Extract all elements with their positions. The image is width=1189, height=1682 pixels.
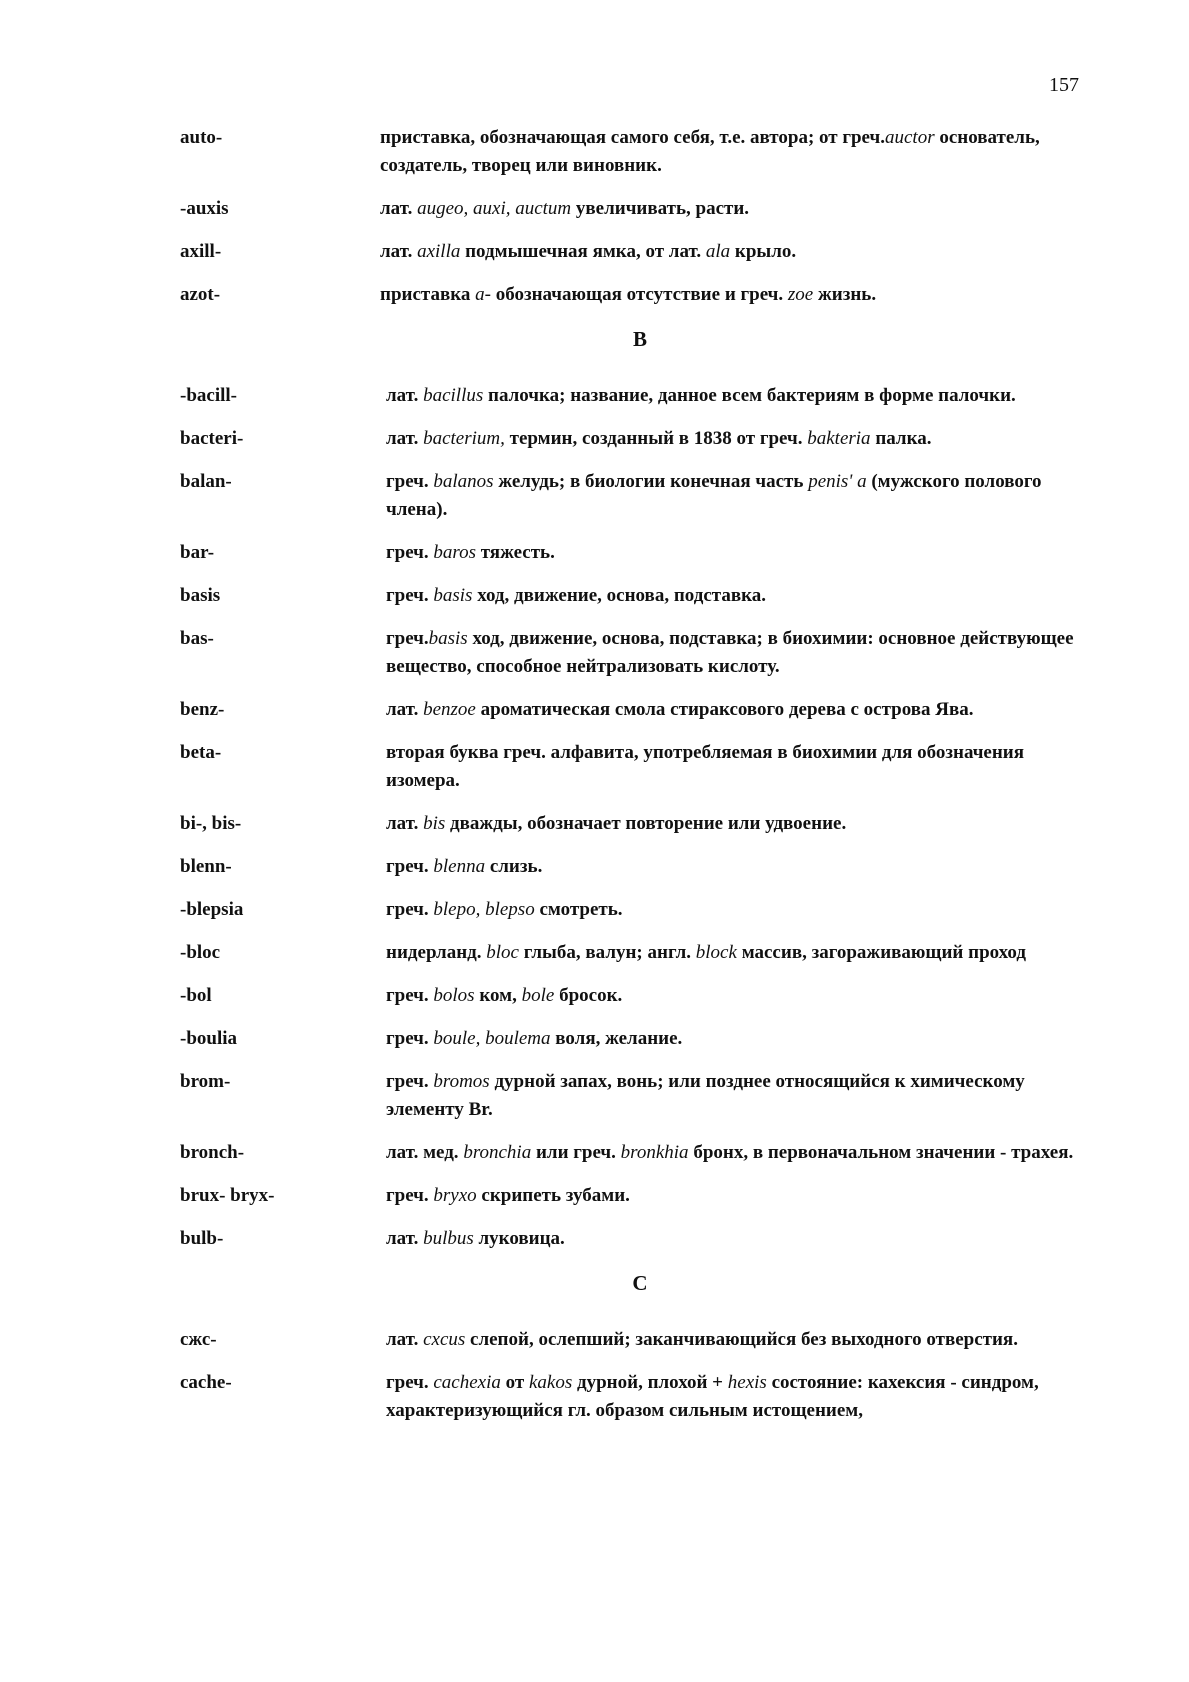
definition-text-part: смотреть.: [534, 899, 623, 920]
dictionary-entry: [180, 853, 1100, 881]
definition-text-part: слепой, ослепший; заканчивающийся без выходного отверстия.: [465, 1329, 1018, 1350]
entry-term: bas-: [180, 628, 214, 649]
definition-text-part: лат.: [386, 428, 424, 449]
definition-italic-part: bole: [521, 985, 555, 1006]
definition-italic-part: bloc: [486, 942, 519, 963]
definition-text-part: греч.: [386, 985, 434, 1006]
definition-text-part: греч.: [386, 542, 434, 563]
definition-text-part: греч.: [386, 1372, 434, 1393]
entry-definition: [380, 238, 1100, 266]
entry-definition: [380, 468, 1100, 524]
entry-definition: [380, 1025, 1100, 1053]
dictionary-entry: [180, 1225, 1100, 1253]
definition-italic-part: boule, boulema: [433, 1028, 551, 1049]
dictionary-entry: [180, 896, 1100, 924]
entry-term: beta-: [180, 742, 222, 763]
dictionary-entry: [180, 1139, 1100, 1167]
entry-definition: [380, 982, 1100, 1010]
definition-text-part: скрипеть зубами.: [476, 1185, 630, 1206]
entry-term: axill-: [180, 241, 222, 262]
definition-text-part: лат.: [386, 385, 424, 406]
definition-italic-part: a-: [475, 284, 491, 305]
dictionary-entry: [180, 1369, 1100, 1425]
entry-definition: [380, 281, 1100, 309]
dictionary-entry: [180, 739, 1100, 795]
entry-term: -auxis: [180, 198, 229, 219]
definition-italic-part: bronchia: [463, 1142, 532, 1163]
definition-text-part: слизь.: [485, 856, 543, 877]
definition-text-part: ход, движение, основа, подставка.: [472, 585, 766, 606]
entry-definition: [380, 425, 1100, 453]
definition-text-part: ароматическая смола стираксового дерева с острова Ява.: [475, 699, 974, 720]
definition-italic-part: bis: [423, 813, 446, 834]
definition-text-part: греч.: [386, 899, 434, 920]
definition-italic-part: bulbus: [423, 1228, 474, 1249]
definition-italic-part: augeo, auxi, auctum: [417, 198, 572, 219]
definition-text-part: бронх, в первоначальном значении - трахея.: [688, 1142, 1074, 1163]
entry-term: blenn-: [180, 856, 232, 877]
definition-text-part: греч.: [386, 1028, 434, 1049]
entry-term: cache-: [180, 1372, 232, 1393]
definition-italic-part: baros: [433, 542, 476, 563]
entry-definition: [380, 696, 1100, 724]
entry-term: balan-: [180, 471, 232, 492]
definition-text-part: бросок.: [554, 985, 623, 1006]
definition-text-part: массив, загораживающий проход: [736, 942, 1027, 963]
entry-term: сжс-: [180, 1329, 217, 1350]
entry-definition: [380, 382, 1100, 410]
dictionary-entry: [180, 625, 1100, 681]
definition-text-part: приставка: [380, 284, 476, 305]
dictionary-entry: [180, 696, 1100, 724]
dictionary-entry: [180, 982, 1100, 1010]
entry-definition: [380, 539, 1100, 567]
definition-italic-part: bakteria: [807, 428, 871, 449]
definition-text-part: желудь; в биологии конечная часть: [493, 471, 809, 492]
entry-definition: [380, 1326, 1100, 1354]
dictionary-entry: [180, 810, 1100, 838]
entry-definition: [380, 195, 1100, 223]
entry-definition: [380, 810, 1100, 838]
dictionary-entries: [180, 124, 1100, 1440]
entry-definition: [380, 853, 1100, 881]
dictionary-entry: [180, 1182, 1100, 1210]
definition-italic-part: basis: [433, 585, 473, 606]
definition-italic-part: cachexia: [433, 1372, 501, 1393]
definition-italic-part: blenna: [433, 856, 486, 877]
entry-definition: [380, 625, 1100, 681]
definition-text-part: лат. мед.: [386, 1142, 464, 1163]
definition-italic-part: kakos: [528, 1372, 573, 1393]
definition-italic-part: bolos: [433, 985, 475, 1006]
definition-text-part: термин, созданный в 1838 от греч.: [504, 428, 808, 449]
definition-italic-part: bacillus: [423, 385, 484, 406]
definition-italic-part: bromos: [433, 1071, 490, 1092]
definition-text-part: подмышечная ямка, от лат.: [460, 241, 706, 262]
entry-term: basis: [180, 585, 221, 606]
dictionary-entry: [180, 582, 1100, 610]
entry-term: bacteri-: [180, 428, 244, 449]
definition-text-part: палочка; название, данное всем бактериям в форме палочки.: [483, 385, 1016, 406]
section-letter: B: [632, 327, 647, 351]
definition-text-part: или греч.: [531, 1142, 621, 1163]
definition-text-part: вторая буква греч. алфавита, употребляемая в биохимии для обозначения изомера.: [386, 742, 1025, 791]
definition-text-part: основатель, создатель, творец или виновник.: [380, 127, 1040, 176]
definition-text-part: от: [500, 1372, 529, 1393]
section-letter: C: [632, 1271, 648, 1295]
dictionary-entry: [180, 468, 1100, 524]
definition-italic-part: basis: [428, 628, 468, 649]
definition-italic-part: balanos: [433, 471, 494, 492]
definition-text-part: палка.: [870, 428, 932, 449]
entry-definition: [380, 739, 1100, 795]
definition-text-part: дважды, обозначает повторение или удвоение.: [445, 813, 847, 834]
definition-text-part: греч.: [386, 1185, 434, 1206]
dictionary-entry: [180, 124, 1100, 180]
definition-italic-part: cxcus: [423, 1329, 466, 1350]
definition-italic-part: bronkhia: [620, 1142, 689, 1163]
dictionary-entry: [180, 281, 1100, 309]
entry-term: -blepsia: [180, 899, 244, 920]
definition-text-part: греч.: [386, 1071, 434, 1092]
dictionary-entry: [180, 539, 1100, 567]
entry-definition: [380, 1182, 1100, 1210]
definition-text-part: состояние: кахексия - синдром, характеризующийся гл. образом сильным истощением,: [386, 1372, 1039, 1421]
definition-text-part: греч.: [386, 628, 429, 649]
definition-text-part: приставка, обозначающая самого себя, т.е. автора; от греч.: [380, 127, 885, 148]
entry-definition: [380, 1139, 1100, 1167]
definition-italic-part: ala: [705, 241, 731, 262]
definition-text-part: лат.: [380, 241, 418, 262]
dictionary-entry: [180, 425, 1100, 453]
entry-term: azot-: [180, 284, 221, 305]
definition-text-part: обозначающая отсутствие и греч.: [490, 284, 788, 305]
definition-text-part: греч.: [386, 856, 434, 877]
entry-term: auto-: [180, 127, 223, 148]
definition-text-part: дурной запах, вонь; или позднее относящийся к химическому элементу Br.: [386, 1071, 1025, 1120]
entry-definition: [380, 582, 1100, 610]
definition-text-part: дурной, плохой +: [572, 1372, 728, 1393]
entry-term: bulb-: [180, 1228, 224, 1249]
definition-text-part: (мужского полового члена).: [386, 471, 1042, 520]
definition-text-part: лат.: [386, 813, 424, 834]
definition-italic-part: hexis: [727, 1372, 767, 1393]
entry-definition: [380, 896, 1100, 924]
definition-text-part: лат.: [386, 1228, 424, 1249]
entry-term: bronch-: [180, 1142, 245, 1163]
definition-text-part: увеличивать, расти.: [571, 198, 750, 219]
definition-italic-part: benzoe: [423, 699, 476, 720]
entry-term: bar-: [180, 542, 215, 563]
entry-term: -boulia: [180, 1028, 238, 1049]
dictionary-entry: [180, 238, 1100, 266]
entry-term: bi-, bis-: [180, 813, 242, 834]
definition-text-part: греч.: [386, 585, 434, 606]
definition-italic-part: blepo, blepso: [433, 899, 535, 920]
definition-italic-part: penis' a: [808, 471, 867, 492]
dictionary-entry: [180, 195, 1100, 223]
entry-term: brom-: [180, 1071, 231, 1092]
definition-italic-part: zoe: [787, 284, 814, 305]
page-number: 157: [1049, 74, 1079, 96]
entry-term: brux- bryx-: [180, 1185, 275, 1206]
entry-definition: [380, 1225, 1100, 1253]
definition-text-part: греч.: [386, 471, 434, 492]
definition-text-part: луковица.: [473, 1228, 565, 1249]
entry-term: -bacill-: [180, 385, 237, 406]
definition-text-part: лат.: [380, 198, 418, 219]
definition-italic-part: block: [695, 942, 737, 963]
definition-text-part: ход, движение, основа, подставка; в биохимии: основное действующее вещество, способное нейтрализовать кислоту.: [386, 628, 1074, 677]
definition-text-part: ком,: [474, 985, 522, 1006]
definition-text-part: крыло.: [730, 241, 797, 262]
dictionary-entry: [180, 382, 1100, 410]
definition-italic-part: bacterium,: [423, 428, 505, 449]
dictionary-entry: [180, 1068, 1100, 1124]
definition-italic-part: bryxo: [433, 1185, 477, 1206]
entry-definition: [380, 124, 1100, 180]
entry-definition: [380, 1369, 1100, 1425]
definition-text-part: жизнь.: [813, 284, 877, 305]
definition-text-part: лат.: [386, 699, 424, 720]
definition-italic-part: axilla: [417, 241, 461, 262]
definition-text-part: лат.: [386, 1329, 424, 1350]
entry-term: -bloc: [180, 942, 221, 963]
entry-term: benz-: [180, 699, 225, 720]
dictionary-entry: [180, 1025, 1100, 1053]
definition-text-part: тяжесть.: [475, 542, 555, 563]
definition-text-part: нидерланд.: [386, 942, 487, 963]
definition-text-part: воля, желание.: [550, 1028, 683, 1049]
definition-italic-part: auctor: [884, 127, 935, 148]
dictionary-entry: [180, 1326, 1100, 1354]
entry-definition: [380, 1068, 1100, 1124]
entry-term: -bol: [180, 985, 212, 1006]
dictionary-entry: [180, 939, 1100, 967]
entry-definition: [380, 939, 1100, 967]
definition-text-part: глыба, валун; англ.: [518, 942, 696, 963]
